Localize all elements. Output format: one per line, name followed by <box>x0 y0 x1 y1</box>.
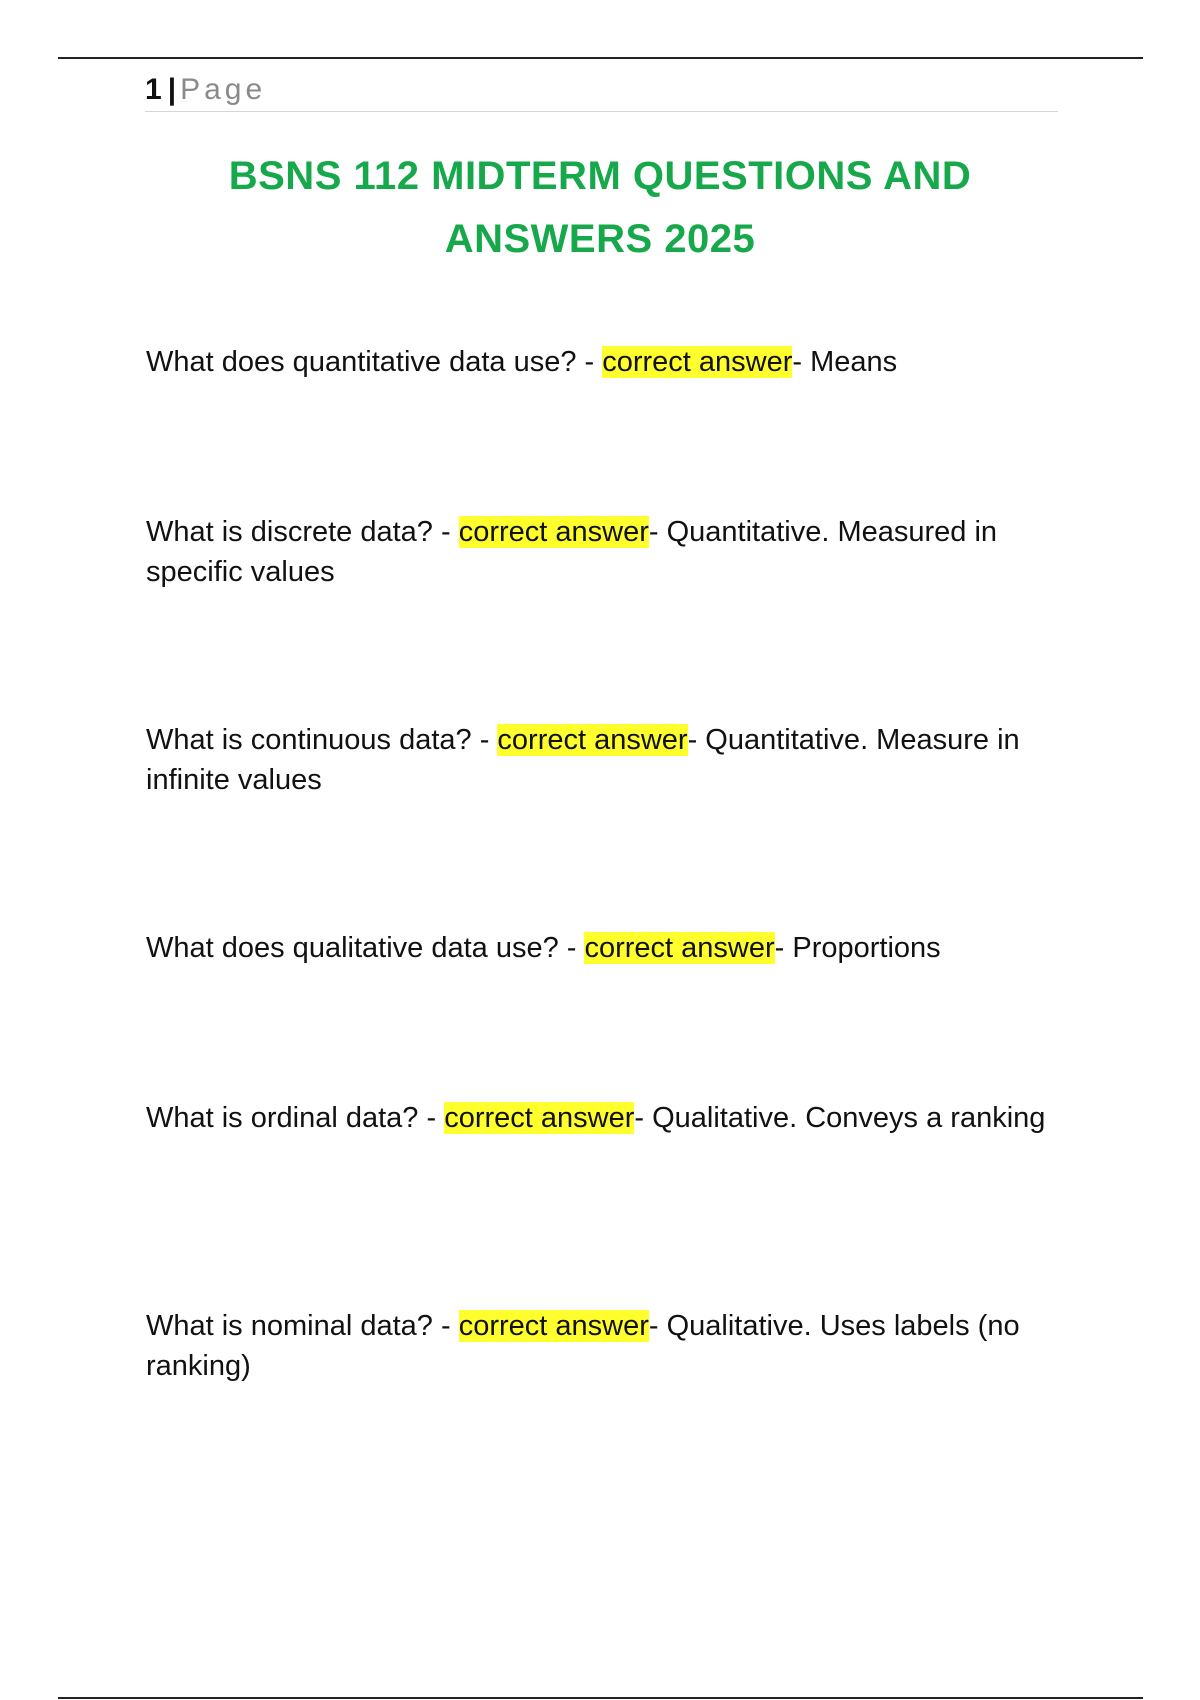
correct-answer-label: correct answer <box>584 932 775 964</box>
page-label: Page <box>180 73 267 106</box>
qa-item-3 <box>146 720 1046 800</box>
page-number: 1 <box>145 73 162 106</box>
document-title: BSNS 112 MIDTERM QUESTIONS AND ANSWERS 2025 <box>228 154 972 261</box>
page-header <box>145 70 1058 112</box>
qa-item-2 <box>146 512 1046 592</box>
qa-item-4 <box>146 928 1046 968</box>
top-rule <box>58 57 1143 59</box>
question-text: What does qualitative data use? - <box>146 932 585 964</box>
correct-answer-label: correct answer <box>602 346 793 378</box>
answer-text: - Qualitative. Conveys a ranking <box>634 1102 1046 1134</box>
answer-text: - Quantitative. Measure in infinite values <box>146 724 1020 796</box>
qa-item-6 <box>146 1306 1046 1386</box>
question-text: What is nominal data? - <box>146 1310 459 1342</box>
answer-text: - Quantitative. Measured in specific values <box>146 516 998 588</box>
question-text: What does quantitative data use? - <box>146 346 603 378</box>
answer-text: - Proportions <box>774 932 941 964</box>
correct-answer-label: correct answer <box>497 724 688 756</box>
correct-answer-label: correct answer <box>444 1102 635 1134</box>
question-text: What is continuous data? - <box>146 724 498 756</box>
page-separator: | <box>167 73 177 106</box>
correct-answer-label: correct answer <box>458 516 649 548</box>
answer-text: - Means <box>792 346 898 378</box>
qa-item-1 <box>146 342 1046 382</box>
correct-answer-label: correct answer <box>458 1310 649 1342</box>
question-text: What is ordinal data? - <box>146 1102 445 1134</box>
bottom-rule <box>58 1697 1143 1699</box>
question-text: What is discrete data? - <box>146 516 459 548</box>
qa-item-5 <box>146 1098 1046 1138</box>
answer-text: - Qualitative. Uses labels (no ranking) <box>146 1310 1020 1382</box>
